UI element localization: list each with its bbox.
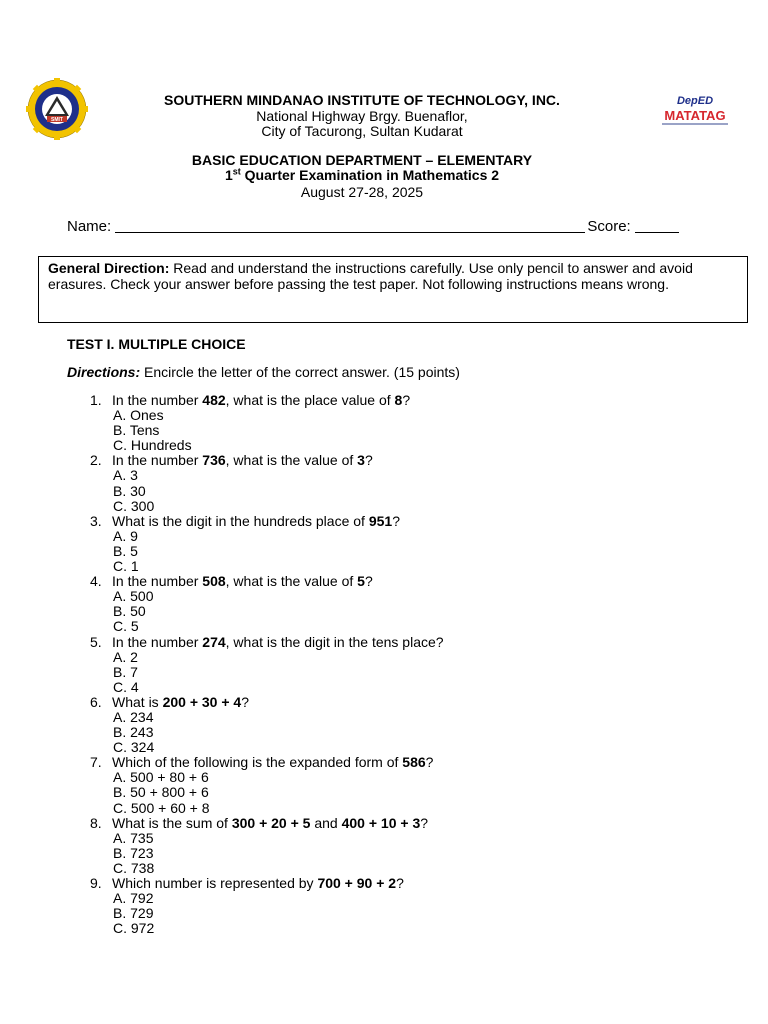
question-number: 8. xyxy=(90,814,102,831)
question-bold-value: 736 xyxy=(202,452,226,469)
question-item xyxy=(90,755,444,815)
answer-choice[interactable]: B. 50 xyxy=(113,603,146,620)
directions-text: Encircle the letter of the correct answer. (15 points) xyxy=(140,364,460,380)
question-bold-value: 508 xyxy=(202,573,226,590)
question-text-part: ? xyxy=(241,693,250,710)
school-address-line2: City of Tacurong, Sultan Kudarat xyxy=(261,123,463,139)
exam-title: 1st Quarter Examination in Mathematics 2 xyxy=(224,166,500,183)
matatag-text: MATATAG xyxy=(664,108,726,123)
question-list xyxy=(90,393,444,936)
question-item xyxy=(90,574,444,634)
answer-choice[interactable]: C. 324 xyxy=(113,739,155,756)
question-bold-value: 700 + 90 + 2 xyxy=(317,875,397,891)
question-text-part: In the number xyxy=(112,452,203,469)
question-text-part: , what is the digit in the tens place? xyxy=(225,633,444,650)
question-text-part: and xyxy=(310,814,342,831)
question-bold-value: 951 xyxy=(368,512,393,529)
question-line xyxy=(90,755,444,770)
question-number: 4. xyxy=(90,573,102,590)
question-text-part: ? xyxy=(425,754,434,771)
answer-choice[interactable]: B. Tens xyxy=(113,422,160,439)
answer-choice[interactable]: C. 500 + 60 + 8 xyxy=(113,799,210,816)
answer-choice[interactable]: B. 723 xyxy=(113,844,154,861)
question-bold-value: 5 xyxy=(357,573,365,590)
question-bold-value: 482 xyxy=(202,392,226,408)
question-text-part: What is the sum of xyxy=(112,814,232,831)
question-bold-value: 3 xyxy=(357,452,365,469)
question-text xyxy=(112,634,444,650)
test-title: TEST I. MULTIPLE CHOICE xyxy=(67,336,246,352)
answer-choice[interactable]: C. 5 xyxy=(113,618,139,635)
question-text-part: ? xyxy=(402,392,411,408)
question-text xyxy=(112,815,428,831)
question-item xyxy=(90,695,444,755)
question-text xyxy=(112,754,433,770)
question-text xyxy=(112,875,404,891)
question-number: 9. xyxy=(90,875,102,891)
question-bold-value: 274 xyxy=(202,633,226,650)
question-text-part: ? xyxy=(396,875,404,891)
answer-choice[interactable]: A. Ones xyxy=(113,407,164,424)
answer-choice[interactable]: A. 9 xyxy=(113,527,138,544)
question-text-part: Which of the following is the expanded form of xyxy=(112,754,403,771)
general-direction-label: General Direction: xyxy=(48,260,170,276)
question-line xyxy=(90,574,444,589)
question-text xyxy=(112,513,400,529)
question-number: 6. xyxy=(90,693,102,710)
question-line xyxy=(90,695,444,710)
question-line xyxy=(90,876,444,891)
general-direction-text: Read and understand the instructions carefully. Use only pencil to answer and avoid erasures. Check your answer before passing the test paper. Not following instructions means wrong. xyxy=(48,260,693,292)
answer-choice[interactable]: B. 50 + 800 + 6 xyxy=(113,784,209,801)
question-item xyxy=(90,453,444,513)
question-bold-value: 400 + 10 + 3 xyxy=(341,814,421,831)
question-line xyxy=(90,816,444,831)
question-item xyxy=(90,816,444,876)
question-text-part: , what is the value of xyxy=(225,573,358,590)
question-text xyxy=(112,452,373,468)
score-field[interactable] xyxy=(635,218,679,233)
question-text-part: What is the digit in the hundreds place of xyxy=(112,512,369,529)
answer-choice[interactable]: B. 5 xyxy=(113,542,138,559)
score-label: Score: xyxy=(587,218,635,235)
answer-choice[interactable]: A. 792 xyxy=(113,890,154,907)
question-bold-value: 586 xyxy=(402,754,426,771)
question-number: 5. xyxy=(90,633,102,650)
question-text-part: , what is the value of xyxy=(225,452,358,469)
answer-choice[interactable]: C. Hundreds xyxy=(113,437,192,454)
general-direction-box xyxy=(38,256,748,323)
answer-choice[interactable]: A. 735 xyxy=(113,829,154,846)
exam-date: August 27-28, 2025 xyxy=(300,184,424,200)
seal-text: SMIT xyxy=(51,117,63,123)
question-text xyxy=(112,694,249,710)
question-text-part: ? xyxy=(364,452,373,469)
test-directions xyxy=(67,364,460,380)
question-text-part: What is xyxy=(112,693,163,710)
answer-choice[interactable]: B. 7 xyxy=(113,663,138,680)
question-item xyxy=(90,635,444,695)
question-text-part: In the number xyxy=(112,633,203,650)
answer-choice[interactable]: C. 300 xyxy=(113,497,155,514)
answer-choice[interactable]: C. 738 xyxy=(113,859,155,876)
school-address-line1: National Highway Brgy. Buenaflor, xyxy=(256,108,468,124)
question-bold-value: 8 xyxy=(394,392,403,408)
name-field[interactable] xyxy=(115,218,585,233)
question-text-part: Which number is represented by xyxy=(112,875,318,891)
question-item xyxy=(90,876,444,936)
answer-choice[interactable]: B. 729 xyxy=(113,905,154,922)
answer-choice[interactable]: C. 972 xyxy=(113,920,155,937)
question-text-part: ? xyxy=(392,512,400,529)
answer-choice[interactable]: C. 1 xyxy=(113,558,139,575)
answer-choice[interactable]: B. 243 xyxy=(113,724,154,741)
question-number: 3. xyxy=(90,512,102,529)
question-line xyxy=(90,393,444,408)
question-number: 1. xyxy=(90,392,102,408)
question-line xyxy=(90,635,444,650)
question-bold-value: 300 + 20 + 5 xyxy=(231,814,311,831)
directions-label: Directions: xyxy=(67,364,141,380)
answer-choice[interactable]: A. 3 xyxy=(113,467,138,484)
name-score-row xyxy=(67,218,679,236)
question-line xyxy=(90,514,444,529)
department-title: BASIC EDUCATION DEPARTMENT – ELEMENTARY xyxy=(191,152,533,168)
school-name: SOUTHERN MINDANAO INSTITUTE OF TECHNOLOGY, INC. xyxy=(164,92,560,108)
answer-choice[interactable]: C. 4 xyxy=(113,678,139,695)
question-number: 2. xyxy=(90,452,102,469)
question-number: 7. xyxy=(90,754,102,771)
name-label: Name: xyxy=(67,218,116,235)
question-text-part: ? xyxy=(364,573,373,590)
question-text-part: , what is the place value of xyxy=(225,392,395,408)
answer-choice[interactable]: A. 500 xyxy=(113,588,154,605)
question-text xyxy=(112,573,373,589)
question-item xyxy=(90,393,444,453)
question-text-part: ? xyxy=(420,814,429,831)
answer-choice[interactable]: A. 234 xyxy=(113,708,154,725)
answer-choice[interactable]: A. 500 + 80 + 6 xyxy=(113,769,209,786)
question-bold-value: 200 + 30 + 4 xyxy=(162,693,242,710)
deped-text: DepED xyxy=(676,95,714,107)
question-text-part: In the number xyxy=(112,573,203,590)
question-item xyxy=(90,514,444,574)
answer-choice[interactable]: B. 30 xyxy=(113,482,146,499)
question-text xyxy=(112,392,410,408)
answer-choice[interactable]: A. 2 xyxy=(113,648,138,665)
question-text-part: In the number xyxy=(112,392,203,408)
question-line xyxy=(90,453,444,468)
